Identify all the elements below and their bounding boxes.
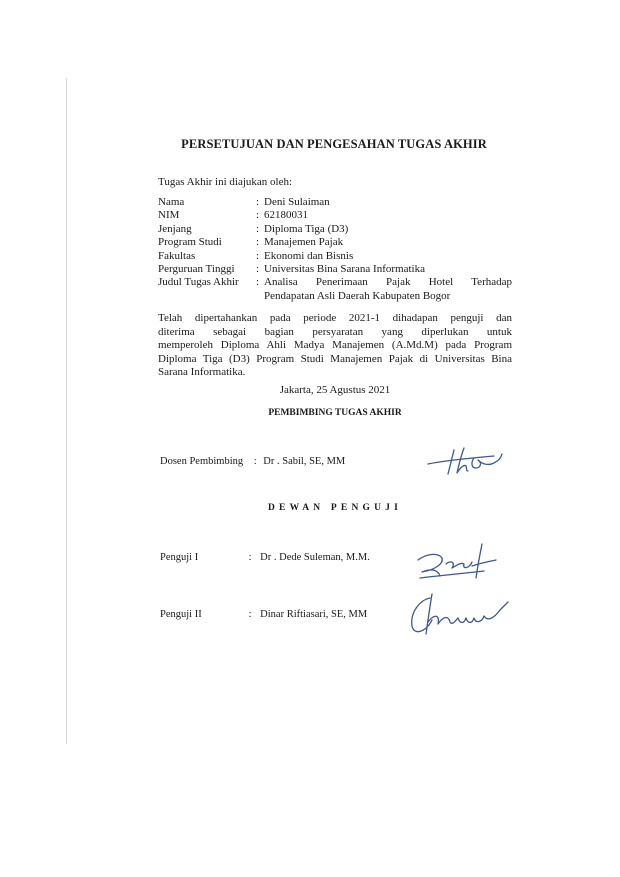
examiner-name: Dr . Dede Suleman, M.M. xyxy=(260,552,370,563)
board-heading: DEWAN PENGUJI xyxy=(267,503,403,513)
paragraph-line: Diploma Tiga (D3) Program Studi Manajemen Pajak di Universitas Bina xyxy=(158,352,512,365)
info-value-continued: Pendapatan Asli Daerah Kabupaten Bogor xyxy=(264,289,451,302)
paragraph-line: Sarana Informatika. xyxy=(158,366,246,378)
document-title: PERSETUJUAN DAN PENGESAHAN TUGAS AKHIR xyxy=(181,137,487,151)
signature-examiner-2-icon xyxy=(402,590,512,640)
info-separator: : xyxy=(256,236,260,249)
advisor-heading: PEMBIMBING TUGAS AKHIR xyxy=(268,408,402,418)
examiner-row-1 xyxy=(160,552,370,563)
info-label: NIM xyxy=(158,209,180,222)
info-label: Fakultas xyxy=(158,249,196,262)
advisor-label: Dosen Pembimbing xyxy=(160,456,244,467)
info-label: Judul Tugas Akhir xyxy=(158,276,239,289)
place-date: Jakarta, 25 Agustus 2021 xyxy=(279,384,391,396)
info-value: Ekonomi dan Bisnis xyxy=(264,249,354,262)
page-margin-line xyxy=(66,78,67,744)
info-label: Jenjang xyxy=(158,222,192,235)
info-row-perguruan-tinggi xyxy=(158,263,512,276)
student-info xyxy=(158,196,512,303)
examiner-row-2 xyxy=(160,609,367,620)
signature-advisor-icon xyxy=(424,444,506,478)
info-label: Nama xyxy=(158,196,185,208)
info-row-fakultas xyxy=(158,250,512,263)
advisor-row xyxy=(160,456,345,467)
info-value: Deni Sulaiman xyxy=(264,196,330,208)
info-separator: : xyxy=(256,196,260,208)
info-row-judul xyxy=(158,276,512,289)
info-row-nim xyxy=(158,209,512,222)
examiner-label: Penguji II xyxy=(160,609,202,620)
examiner-separator: : xyxy=(248,609,252,620)
info-separator: : xyxy=(256,263,260,276)
info-value: Analisa Penerimaan Pajak Hotel Terhadap xyxy=(264,276,512,289)
info-value: Manajemen Pajak xyxy=(264,236,344,249)
info-row-jenjang xyxy=(158,223,512,236)
examiner-separator: : xyxy=(248,552,252,563)
info-separator: : xyxy=(256,209,260,222)
paragraph-line: diterima sebagai bagian persyaratan yang diperlukan untuk xyxy=(158,325,512,338)
info-separator: : xyxy=(256,222,260,235)
info-label: Program Studi xyxy=(158,236,222,249)
paragraph-line: Telah dipertahankan pada periode 2021-1 dihadapan penguji dan xyxy=(158,312,512,324)
info-value: 62180031 xyxy=(264,209,308,222)
info-separator: : xyxy=(256,249,260,262)
info-row-program-studi xyxy=(158,236,512,249)
intro-text: Tugas Akhir ini diajukan oleh: xyxy=(158,176,293,188)
info-value: Diploma Tiga (D3) xyxy=(264,222,349,235)
info-label: Perguruan Tinggi xyxy=(158,263,235,276)
info-value: Universitas Bina Sarana Informatika xyxy=(264,263,425,276)
examiner-label: Penguji I xyxy=(160,552,199,563)
info-separator: : xyxy=(256,276,260,289)
examiner-name: Dinar Riftiasari, SE, MM xyxy=(260,609,368,620)
signature-examiner-1-icon xyxy=(412,538,504,584)
advisor-name: Dr . Sabil, SE, MM xyxy=(263,456,346,467)
paragraph-line: memperoleh Diploma Ahli Madya Manajemen (A.Md.M) pada Program xyxy=(158,339,512,351)
info-row-judul-cont xyxy=(158,290,512,303)
advisor-separator: : xyxy=(253,456,257,467)
info-row-nama xyxy=(158,196,512,209)
approval-paragraph xyxy=(158,312,512,380)
